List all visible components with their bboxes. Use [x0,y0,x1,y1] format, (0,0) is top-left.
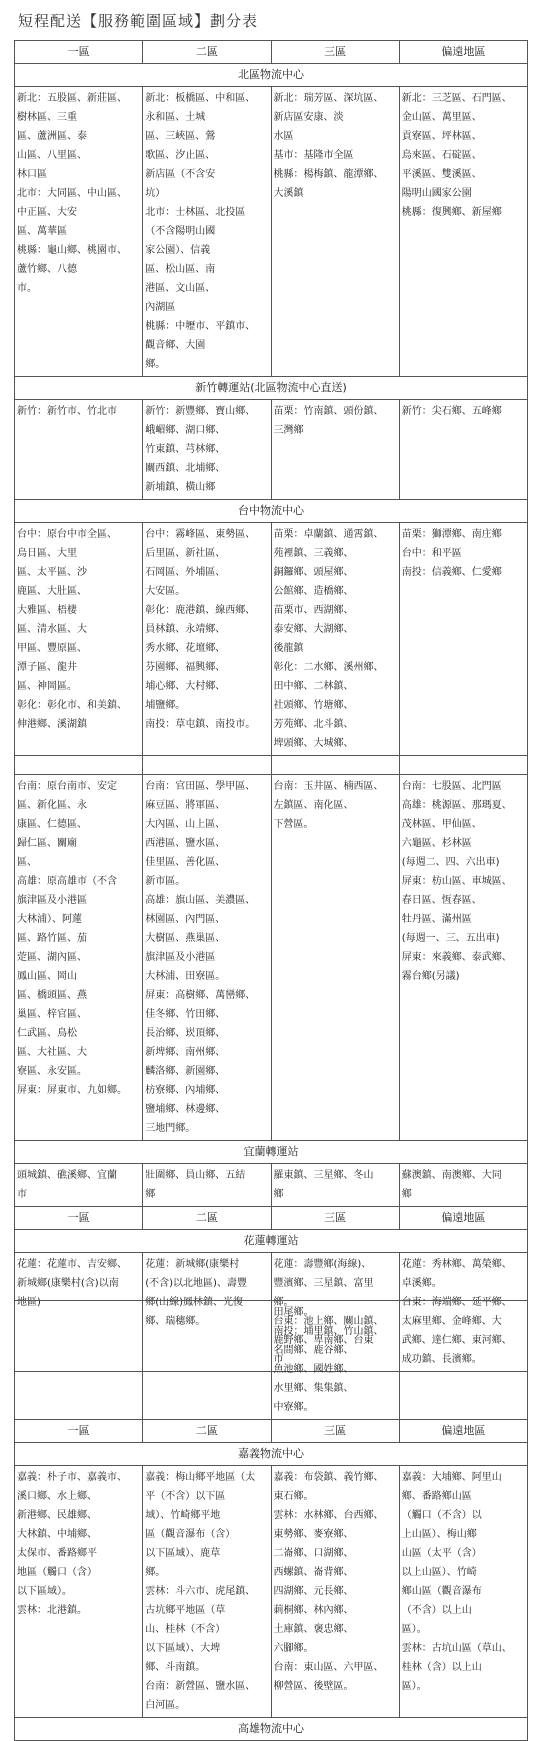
header-zone-3: 三區 [271,41,399,64]
area-line: 苗栗：竹南鎮、頭份鎮、 [273,406,384,417]
header-zone-3: 三區 [271,1420,399,1443]
chiayi-row [15,1466,528,1718]
south-zone-1 [15,775,143,1141]
area-line: 區、松山區、南 [145,264,216,275]
area-line: 埔心鄉、大村鄉、 [145,681,226,692]
area-line: 鄉 [273,1189,284,1200]
area-line: 芳苑鄉、北斗鎮、 [273,719,354,730]
area-line: 雲林：北港鎮。 [17,1605,87,1616]
area-line: 高雄：桃源區、那瑪夏、 [401,800,512,811]
area-line: 社頭鄉、竹塘鄉、 [273,700,354,711]
chiayi-zone-1 [15,1466,143,1718]
area-line: 市 [17,1189,27,1200]
area-line: 區、橋頭區、燕 [17,990,87,1001]
area-line: 以下區域）。 [17,1586,72,1597]
area-line: 名間鄉、鹿谷鄉、 [273,1345,354,1356]
area-line: 下營區。 [273,819,314,830]
area-line: 田中鄉、二林鎮、 [273,681,354,692]
area-line: 鄉。 [273,1297,294,1308]
area-line: 林口區 [17,169,47,180]
area-line: 蘇澳鎮、南澳鄉、大同 [401,1170,502,1181]
area-line: 地區) [17,1297,41,1308]
area-line: 樹林區、三重 [17,112,77,123]
taichung-zone-1 [15,523,143,756]
area-line: 新城鄉(康樂村(含)以南 [17,1278,119,1289]
area-line: 北市：大同區、中山區、 [17,188,127,199]
area-line: 台中：原台中市全區、 [17,529,117,540]
area-line: 彰化：二水鄉、溪州鄉、 [273,662,384,673]
area-line: 后里區、新社區、 [145,548,226,559]
area-line: 歸仁區、關廟 [17,838,77,849]
area-line: 陽明山國家公園 [401,188,472,199]
area-line: 區、萬華區 [17,226,67,237]
area-line: 魚池鄉、國姓鄉、 [273,1364,354,1375]
area-line: 高雄：旗山區、美濃區、 [145,895,256,906]
area-line: 茂林區、甲仙區、 [401,819,482,830]
area-line: 枋寮鄉、內埔鄉、 [145,1085,226,1096]
area-line: 白河區。 [145,1700,186,1711]
area-line: 雲林：水林鄉、台西鄉、 [273,1510,384,1521]
area-line: 苗栗：獅潭鄉、南庄鄉 [401,529,502,540]
taichung-cont-row [15,1301,528,1420]
area-line: 花蓮：花蓮市、吉安鄉、 [17,1259,127,1270]
area-line: 市 [273,1354,284,1365]
area-line: 區）。 [401,1681,427,1692]
area-line: 山區、八里區、 [17,150,87,161]
area-line: 柳營區、後壁區。 [273,1681,354,1692]
area-line: 六龜區、杉林區 [401,838,472,849]
header-zone-2: 二區 [143,1207,271,1230]
north-zone-3 [271,87,399,377]
area-line: 雲林：古坑山區（草山、 [401,1643,512,1654]
area-line: 桃縣：楊梅鎮、龍潭鄉、 [273,169,384,180]
area-line: 旗津區及小港區 [145,952,216,963]
area-line: 台南：新營區、鹽水區、 [145,1681,256,1692]
area-line: 四湖鄉、元長鄉、 [273,1586,354,1597]
area-line: 以上山區）、竹崎 [401,1567,477,1578]
area-line: 嘉義：布袋鎮、義竹鄉、 [273,1472,384,1483]
yilan-zone-2 [143,1164,271,1207]
south-zone-2 [143,775,271,1141]
area-line: 烏來區、石碇區、 [401,150,482,161]
area-line: 莿桐鄉、林內鄉、 [273,1605,354,1616]
area-line: 林園區、內門區、 [145,914,226,925]
area-line: 烏日區、大里 [17,548,77,559]
area-line: 六腳鄉。 [273,1643,314,1654]
area-line: 新竹：尖石鄉、五峰鄉 [401,406,502,417]
area-line: 三灣鄉 [273,425,304,436]
area-line: 花蓮：新城鄉(康樂村 [145,1259,240,1270]
area-line: 平（不含）以下區 [145,1491,226,1502]
chiayi-zone-3 [271,1466,399,1718]
area-line: 金山區、萬里區、 [401,112,482,123]
area-line: 區、太平區、沙 [17,567,87,578]
area-line: 台東：海端鄉、延平鄉、 [401,1297,512,1308]
cont-zone-1 [15,1301,143,1420]
area-line: （觸口（不含）以 [401,1510,482,1521]
area-line: 芬園鄉、福興鄉、 [145,662,226,673]
north-remote [399,87,527,377]
area-line: 大林鎮、中埔鄉、 [17,1529,97,1540]
area-line: 山、桂林（不含） [145,1624,226,1635]
area-line: 鄉山區（觀音瀑布 [401,1586,482,1597]
area-line: 南投：信義鄉、仁愛鄉 [401,567,502,578]
area-line: 觀音鄉、大園 [145,340,206,351]
area-line: 埔鹽鄉。 [145,700,186,711]
area-line: 石岡區、外埔區、 [145,567,226,578]
document-title: 短程配送【服務範圍區域】劃分表 [18,12,259,30]
hsinchu-zone-2 [143,400,271,500]
area-line: 鄉、斗南鎮。 [145,1662,206,1673]
area-line: 桃縣：中壢市、平鎮市、 [145,321,256,332]
area-line: 域）、竹崎鄉平地 [145,1510,221,1521]
area-line: 區（觀音瀑布（含） [145,1529,236,1540]
header-row [15,41,528,64]
area-line: 秀水鄉、花壇鄉、 [145,643,226,654]
area-line: 公館鄉、造橋鄉、 [273,586,354,597]
area-line: 新埔鎮、橫山鄉 [145,482,216,493]
area-line: 鄉、瑞穗鄉。 [145,1316,206,1327]
header-zone-2: 二區 [143,1420,271,1443]
area-line: 歌區、汐止區、 [145,150,216,161]
area-line: 桃縣：復興鄉、新屋鄉 [401,207,502,218]
area-line: 大林浦）、阿蓮 [17,914,82,925]
area-line: 南投：草屯鎮、南投市。 [145,719,256,730]
area-line: 苗栗市、西湖鄉、 [273,605,354,616]
area-line: 新北：瑞芳區、深坑區、 [273,93,384,104]
area-line: 區、大社區、大 [17,1047,87,1058]
area-line: 左鎮區、南化區、 [273,800,354,811]
area-line: 鄉。 [145,359,166,370]
area-line: 市。 [17,283,37,294]
area-line: 嘉義：梅山鄉平地區（太 [145,1472,256,1483]
area-line: 麟洛鄉、新園鄉、 [145,1066,226,1077]
header-row-3 [15,1420,528,1443]
area-line: 麻豆區、將軍區、 [145,800,226,811]
area-line: 台東：池上鄉、關山鎮、 [273,1316,384,1327]
area-line: 寮區、永安區。 [17,1066,87,1077]
yilan-zone-1 [15,1164,143,1207]
area-line: 大林浦、田寮區。 [145,971,226,982]
area-line: 區、清水區、大 [17,624,87,635]
area-line: 彰化：鹿港鎮、線西鄉、 [145,605,256,616]
area-line: 鄉(山線)鳳林鎮、光復 [145,1297,244,1308]
area-line: 鳳山區、岡山 [17,971,77,982]
area-line: 中正區、大安 [17,207,77,218]
area-line: 三地門鄉。 [145,1123,196,1134]
zone-table-2 [14,1300,528,1741]
area-line: 仁武區、鳥松 [17,1028,77,1039]
area-line: 鄉。 [145,1567,166,1578]
area-line: 港區、文山區、 [145,283,216,294]
header-remote: 偏遠地區 [399,1420,527,1443]
yilan-row [15,1164,528,1207]
area-line: 太麻里鄉、金峰鄉、大 [401,1316,502,1327]
chiayi-remote [399,1466,527,1718]
area-line: 鄉、番路鄉山區 [401,1491,472,1502]
area-line: 以下區域）、鹿草 [145,1548,221,1559]
area-line: 台南：官田區、學甲區、 [145,781,256,792]
area-line: 頭城鎮、礁溪鄉、宜蘭 [17,1170,117,1181]
hsinchu-row [15,400,528,500]
taichung-zone-2 [143,523,271,756]
area-line: 嘉義：朴子市、嘉義市、 [17,1472,127,1483]
area-line: 潭子區、龍井 [17,662,77,673]
area-line: 豐濱鄉、三星鎮、富里 [273,1278,374,1289]
area-line: 伸港鄉、溪湖鎮 [17,719,87,730]
area-line: 鹿區、大肚區、 [17,586,87,597]
area-line: 雲林：斗六市、虎尾鎮、 [145,1586,256,1597]
area-line: 屏東：枋山區、車城區、 [401,876,512,887]
section-kaohsiung: 高雄物流中心 [15,1718,528,1741]
area-line: 萣區、湖內區、 [17,952,87,963]
area-line: 長治鄉、崁頂鄉、 [145,1028,226,1039]
area-line: 佳冬鄉、竹田鄉、 [145,1009,226,1020]
area-line: 屏東：來義鄉、泰武鄉、 [401,952,512,963]
area-line: （不含陽明山國 [145,226,216,237]
area-line: 新北：三芝區、石門區、 [401,93,512,104]
area-line: 新店區安康、淡 [273,112,344,123]
area-line: 台南：原台南市、安定 [17,781,117,792]
area-line: 大內區、山上區、 [145,819,226,830]
area-line: 新店區（不含安 [145,169,216,180]
area-line: 溪口鄉、水上鄉、 [17,1491,97,1502]
area-line: 嘉義：大埔鄉、阿里山 [401,1472,502,1483]
north-row [15,87,528,377]
area-line: 太保市、番路鄉平 [17,1548,97,1559]
area-line: 關西鎮、北埔鄉、 [145,463,226,474]
area-line: 東石鄉。 [273,1491,314,1502]
area-line: 銅鑼鄉、頭屋鄉、 [273,567,354,578]
area-line: 霧台鄉(另議) [401,971,460,982]
area-line: 台中：霧峰區、東勢區、 [145,529,256,540]
header-zone-2: 二區 [143,41,271,64]
area-line: 羅東鎮、三星鄉、冬山 [273,1170,374,1181]
header-zone-3: 三區 [271,1207,399,1230]
area-line: 武鄉、達仁鄉、東河鄉、 [401,1335,512,1346]
area-line: 旗津區及小港區 [17,895,87,906]
area-line: 屏東：屏東市、九如鄉。 [17,1085,127,1096]
area-line: 蘆竹鄉、八德 [17,264,77,275]
area-line: 山區（太平（含） [401,1548,482,1559]
section-north: 北區物流中心 [15,64,528,87]
area-line: 古坑鄉平地區（草 [145,1605,226,1616]
area-line: 南投：埔里鎮、竹山鎮、 [273,1326,384,1337]
area-line: 桂林（含）以上山 [401,1662,482,1673]
area-line: 牡丹區、滿州區 [401,914,472,925]
area-line: (不含)以北地區)、壽豐 [145,1278,247,1289]
area-line: 苑裡鎮、三義鄉、 [273,548,354,559]
area-line: 北市：士林區、北投區 [145,207,246,218]
area-line: 土庫鎮、褒忠鄉、 [273,1624,354,1635]
area-line: 田尾鄉。 [273,1307,314,1318]
cont-zone-3 [271,1301,399,1420]
south-zone-3 [271,775,399,1141]
section-chiayi: 嘉義物流中心 [15,1443,528,1466]
area-line: 鹽埔鄉、林邊鄉、 [145,1104,226,1115]
area-line: 鄉 [145,1189,156,1200]
header-zone-1: 一區 [15,1207,143,1230]
area-line: 東勢鄉、麥寮鄉、 [273,1529,354,1540]
hsinchu-zone-1 [15,400,143,500]
taichung-remote [399,523,527,756]
area-line: 永和區、土城 [145,112,206,123]
south-remote [399,775,527,1141]
header-remote: 偏遠地區 [399,41,527,64]
area-line: 巢區、梓官區、 [17,1009,87,1020]
chiayi-zone-2 [143,1466,271,1718]
area-line: 彰化：彰化市、和美鎮、 [17,700,127,711]
cont-zone-2 [143,1301,271,1420]
area-line: 大雅區、梧棲 [17,605,77,616]
section-hualien: 花蓮轉運站 [15,1230,528,1253]
area-line: 鹿野鄉、卑南鄉、台東 [273,1335,374,1346]
kaohsiung-row [15,775,528,1141]
area-line: 鄉 [401,1189,412,1200]
area-line: 二崙鄉、口湖鄉、 [273,1548,354,1559]
area-line: 花蓮：秀林鄉、萬榮鄉、 [401,1259,512,1270]
area-line: 台南：玉井區、楠西區、 [273,781,384,792]
taichung-zone-3 [271,523,399,756]
area-line: 成功鎮、長濱鄉。 [401,1354,482,1365]
north-zone-1 [15,87,143,377]
area-line: (每週一、三、五出車) [401,933,500,944]
taichung-row [15,523,528,756]
area-line: （不含）以上山 [401,1605,472,1616]
area-line: 壯圍鄉、員山鄉、五結 [145,1170,246,1181]
area-line: 康區、仁德區、 [17,819,87,830]
yilan-remote [399,1164,527,1207]
area-line: 新北：五股區、新莊區、 [17,93,127,104]
area-line: 以下區域）、大埤 [145,1643,221,1654]
area-line: 埤頭鄉、大城鄉、 [273,738,354,749]
area-line: 新竹：新豐鄉、寶山鄉、 [145,406,256,417]
area-line: 貢寮區、坪林區、 [401,131,482,142]
section-taichung: 台中物流中心 [15,500,528,523]
area-line: 新埤鄉、南州鄉、 [145,1047,226,1058]
area-line: 員林鎮、永靖鄉、 [145,624,226,635]
area-line: 春日區、恆春區、 [401,895,482,906]
area-line: 苗栗：卓蘭鎮、通霄鎮、 [273,529,384,540]
area-line: 桃縣：龜山鄉、桃園市、 [17,245,127,256]
header-zone-1: 一區 [15,41,143,64]
area-line: 平溪區、雙溪區、 [401,169,482,180]
area-line: 西港區、鹽水區、 [145,838,226,849]
area-line: 水里鄉、集集鎮、 [273,1383,354,1394]
area-line: 大安區。 [145,586,186,597]
hsinchu-zone-3 [271,400,399,500]
area-line: 花蓮：壽豐鄉(海線)、 [273,1259,372,1270]
area-line: 新竹：新竹市、竹北市 [17,406,117,417]
area-line: 區、神岡區。 [17,681,77,692]
area-line: 大溪鎮 [273,188,304,199]
area-line: 台南：東山區、六甲區、 [273,1662,384,1673]
section-hsinchu: 新竹轉運站(北區物流中心直送) [15,377,528,400]
area-line: 上山區）、梅山鄉 [401,1529,477,1540]
area-line: 卓溪鄉。 [401,1278,442,1289]
area-line: 基市：基隆市全區 [273,150,354,161]
area-line: 區、三峽區、鶯 [145,131,216,142]
area-line: 坑） [145,188,166,199]
cont-remote [399,1301,527,1420]
header-zone-1: 一區 [15,1420,143,1443]
area-line: 中寮鄉。 [273,1402,314,1413]
area-line: 高雄：原高雄市（不含 [17,876,117,887]
area-line: (每週二、四、六出車) [401,857,500,868]
area-line: 水區 [273,131,294,142]
header-remote: 偏遠地區 [399,1207,527,1230]
area-line: 竹東鎮、芎林鄉、 [145,444,226,455]
area-line: 區）。 [401,1624,427,1635]
area-line: 甲區、豐原區、 [17,643,87,654]
area-line: 新市區。 [145,876,186,887]
area-line: 新北：板橋區、中和區、 [145,93,256,104]
area-line: 屏東：高樹鄉、萬巒鄉、 [145,990,256,1001]
area-line: 西螺鎮、崙背鄉、 [273,1567,354,1578]
area-line: 峨嵋鄉、湖口鄉、 [145,425,226,436]
area-line: 內湖區 [145,302,176,313]
area-line: 台南：七股區、北門區 [401,781,502,792]
area-line: 地區（觸口（含） [17,1567,97,1578]
area-line: 新港鄉、民雄鄉、 [17,1510,97,1521]
area-line: 區、 [17,857,37,868]
yilan-zone-3 [271,1164,399,1207]
area-line: 後龍鎮 [273,643,304,654]
hsinchu-remote [399,400,527,500]
area-line: 區、路竹區、茄 [17,933,87,944]
area-line: 區、蘆洲區、泰 [17,131,87,142]
section-yilan: 宜蘭轉運站 [15,1141,528,1164]
area-line: 家公園）、信義 [145,245,211,256]
area-line: 大樹區、燕巢區、 [145,933,226,944]
north-zone-2 [143,87,271,377]
area-line: 佳里區、善化區、 [145,857,226,868]
area-line: 泰安鄉、大湖鄉、 [273,624,354,635]
area-line: 區、新化區、永 [17,800,87,811]
area-line: 台中：和平區 [401,548,462,559]
header-row-2 [15,1207,528,1230]
zone-table-1 [14,40,528,1372]
